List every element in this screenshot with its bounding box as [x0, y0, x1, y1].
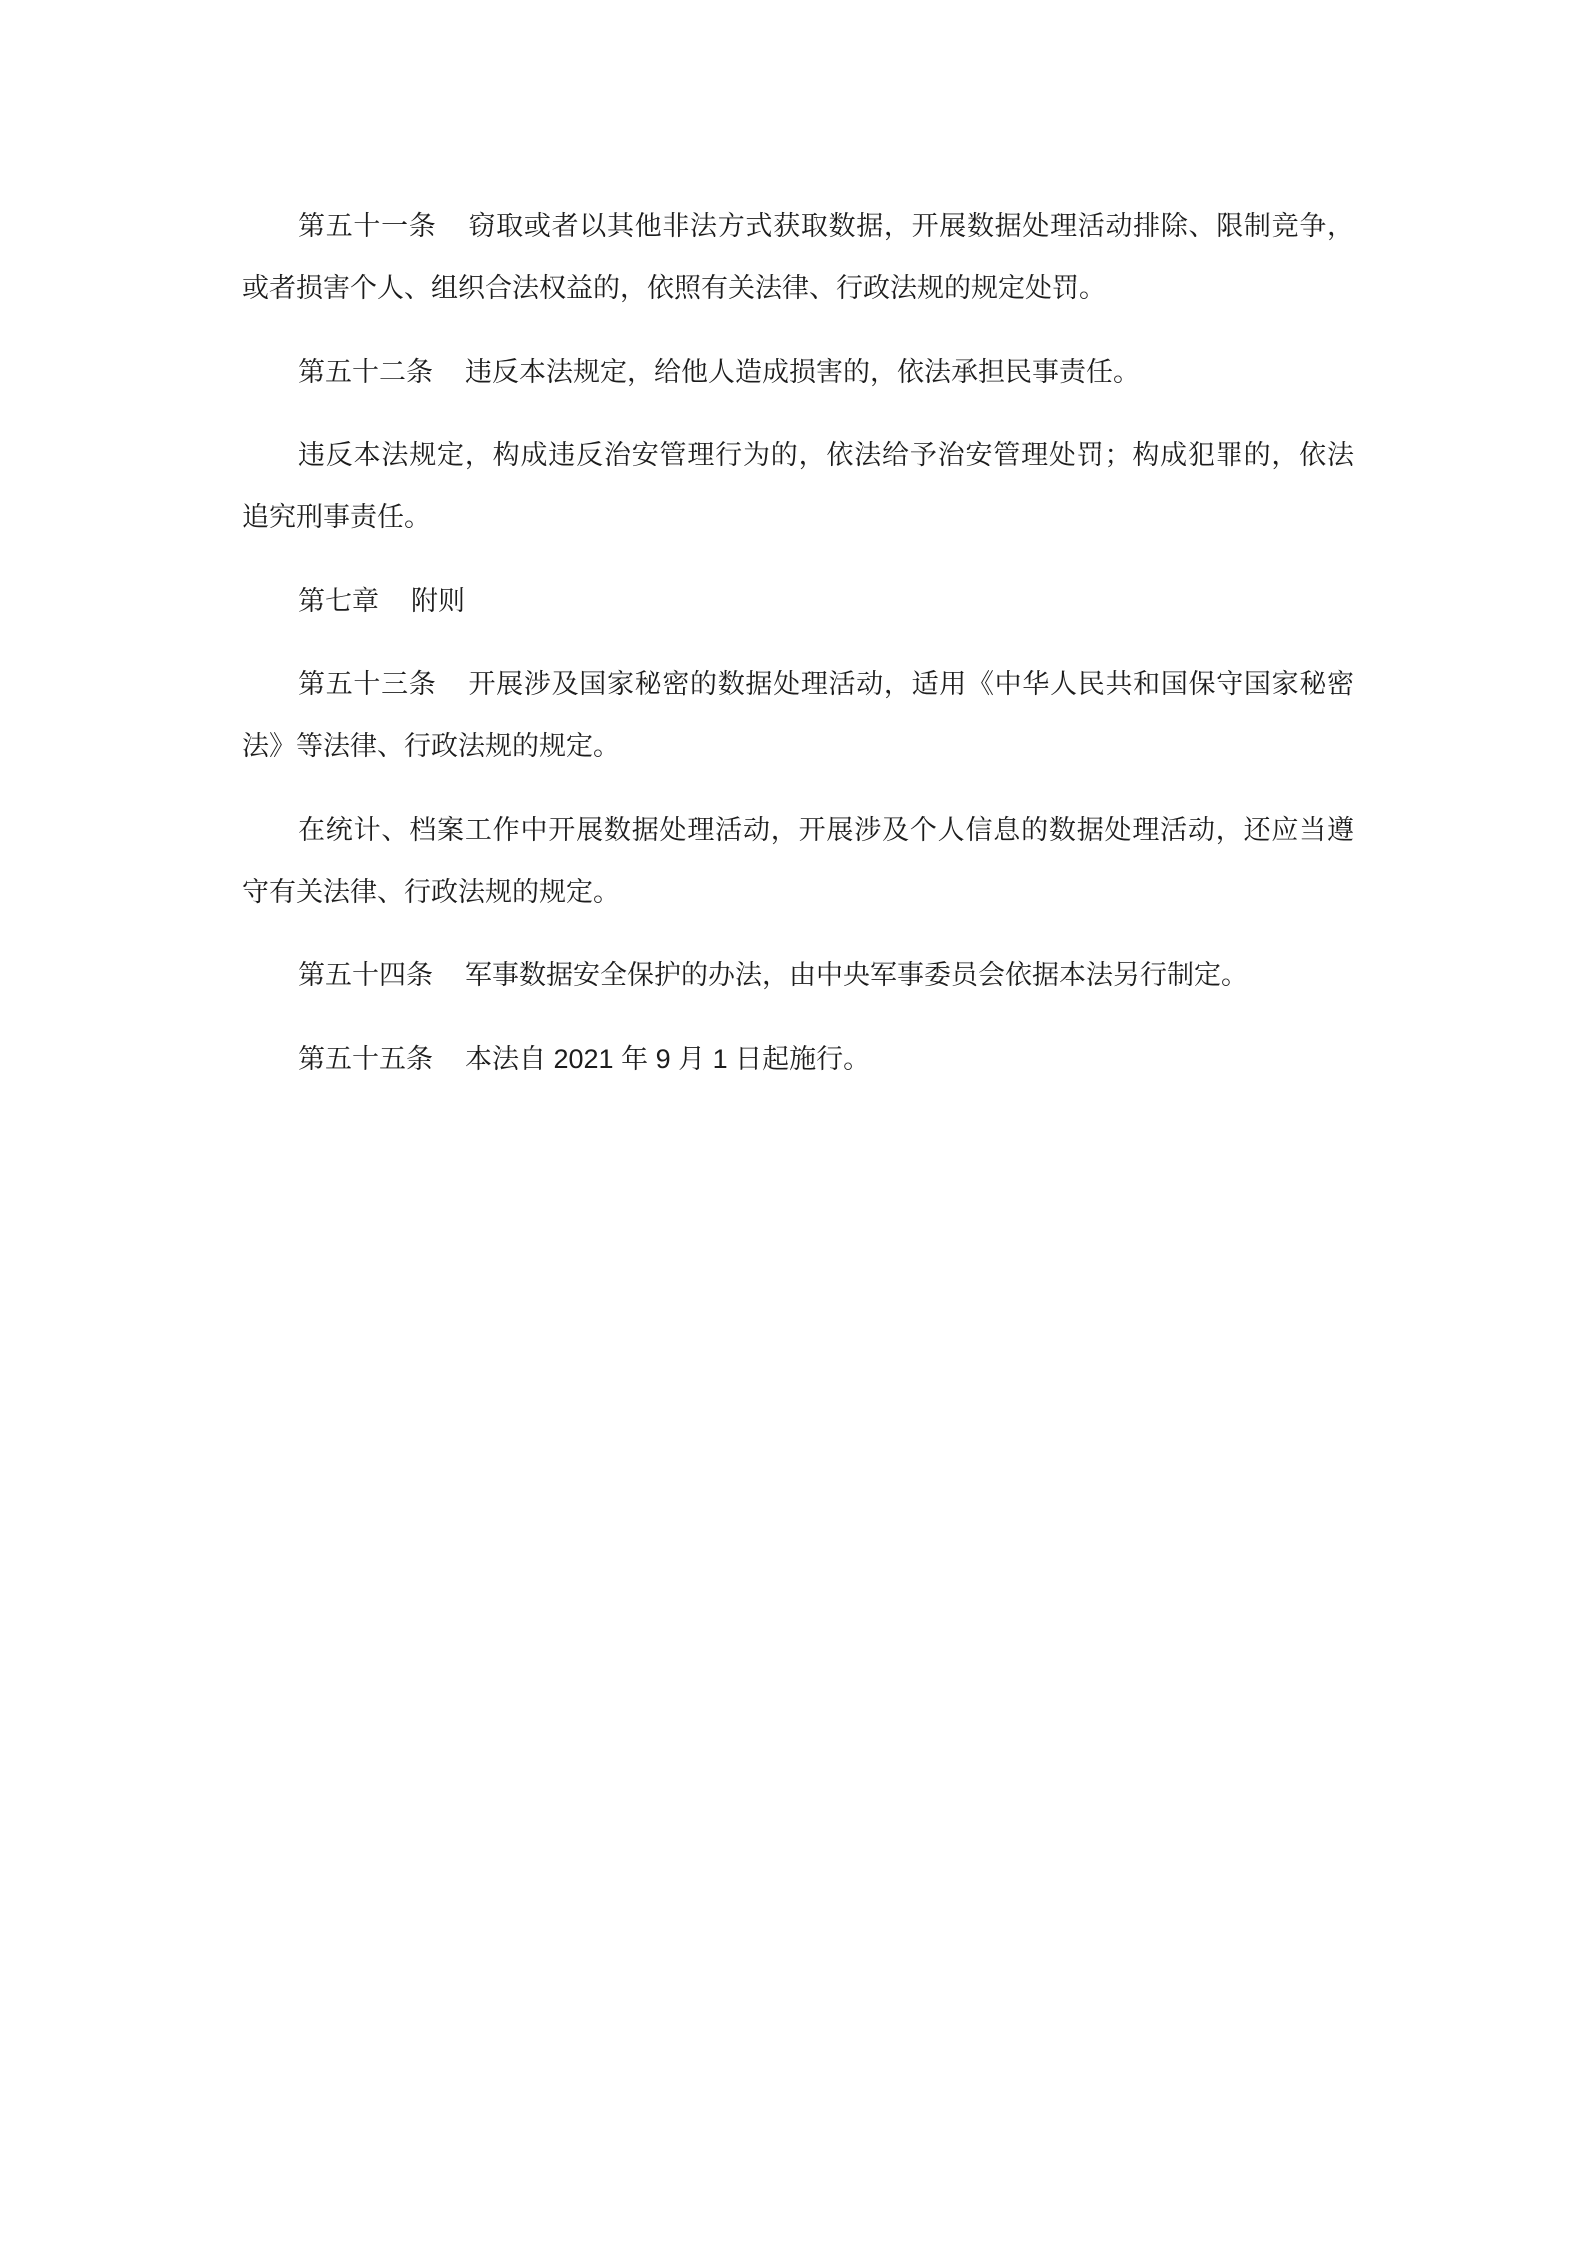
paragraph-line	[242, 341, 1354, 403]
article-51	[242, 195, 1354, 319]
paragraph-text: 法》等法律、行政法规的规定。	[242, 731, 620, 761]
paragraph-line	[242, 715, 1354, 777]
article-label: 第五十二条	[298, 356, 433, 387]
article-label: 第五十五条	[298, 1043, 433, 1074]
paragraph-line	[242, 799, 1354, 861]
document-body	[242, 195, 1354, 1111]
chapter-number: 第七章	[298, 585, 379, 616]
article-54	[242, 944, 1354, 1006]
article-label: 第五十三条	[298, 669, 437, 699]
article-53-clause-2	[242, 799, 1354, 923]
paragraph-line	[242, 1028, 1354, 1090]
paragraph-text: 违反本法规定，给他人造成损害的，依法承担民事责任。	[465, 356, 1140, 387]
paragraph-line	[242, 653, 1354, 715]
paragraph-line	[242, 195, 1354, 257]
article-52-clause-2	[242, 424, 1354, 548]
article-label: 第五十四条	[298, 960, 433, 990]
paragraph-text: 在统计、档案工作中开展数据处理活动，开展涉及个人信息的数据处理活动，还应当遵	[298, 814, 1354, 845]
paragraph-text: 开展涉及国家秘密的数据处理活动，适用《中华人民共和国保守国家秘密	[468, 669, 1355, 699]
paragraph-text: 追究刑事责任。	[242, 502, 431, 532]
article-53	[242, 653, 1354, 777]
article-label: 第五十一条	[298, 211, 437, 241]
chapter-title: 附则	[411, 585, 465, 616]
paragraph-line	[242, 944, 1354, 1006]
paragraph-text: 军事数据安全保护的办法，由中央军事委员会依据本法另行制定。	[465, 960, 1248, 990]
paragraph-text: 守有关法律、行政法规的规定。	[242, 876, 620, 907]
chapter-heading	[242, 570, 1354, 632]
paragraph-text: 本法自 2021 年 9 月 1 日起施行。	[465, 1043, 871, 1074]
article-55	[242, 1028, 1354, 1090]
article-52	[242, 341, 1354, 403]
paragraph-line	[242, 861, 1354, 923]
paragraph-line	[242, 424, 1354, 486]
paragraph-text: 违反本法规定，构成违反治安管理行为的，依法给予治安管理处罚；构成犯罪的，依法	[298, 440, 1354, 470]
paragraph-text: 或者损害个人、组织合法权益的，依照有关法律、行政法规的规定处罚。	[242, 273, 1106, 303]
paragraph-line	[242, 257, 1354, 319]
paragraph-line	[242, 486, 1354, 548]
paragraph-text: 窃取或者以其他非法方式获取数据，开展数据处理活动排除、限制竞争，	[468, 211, 1355, 241]
chapter-heading-line	[242, 570, 1354, 632]
